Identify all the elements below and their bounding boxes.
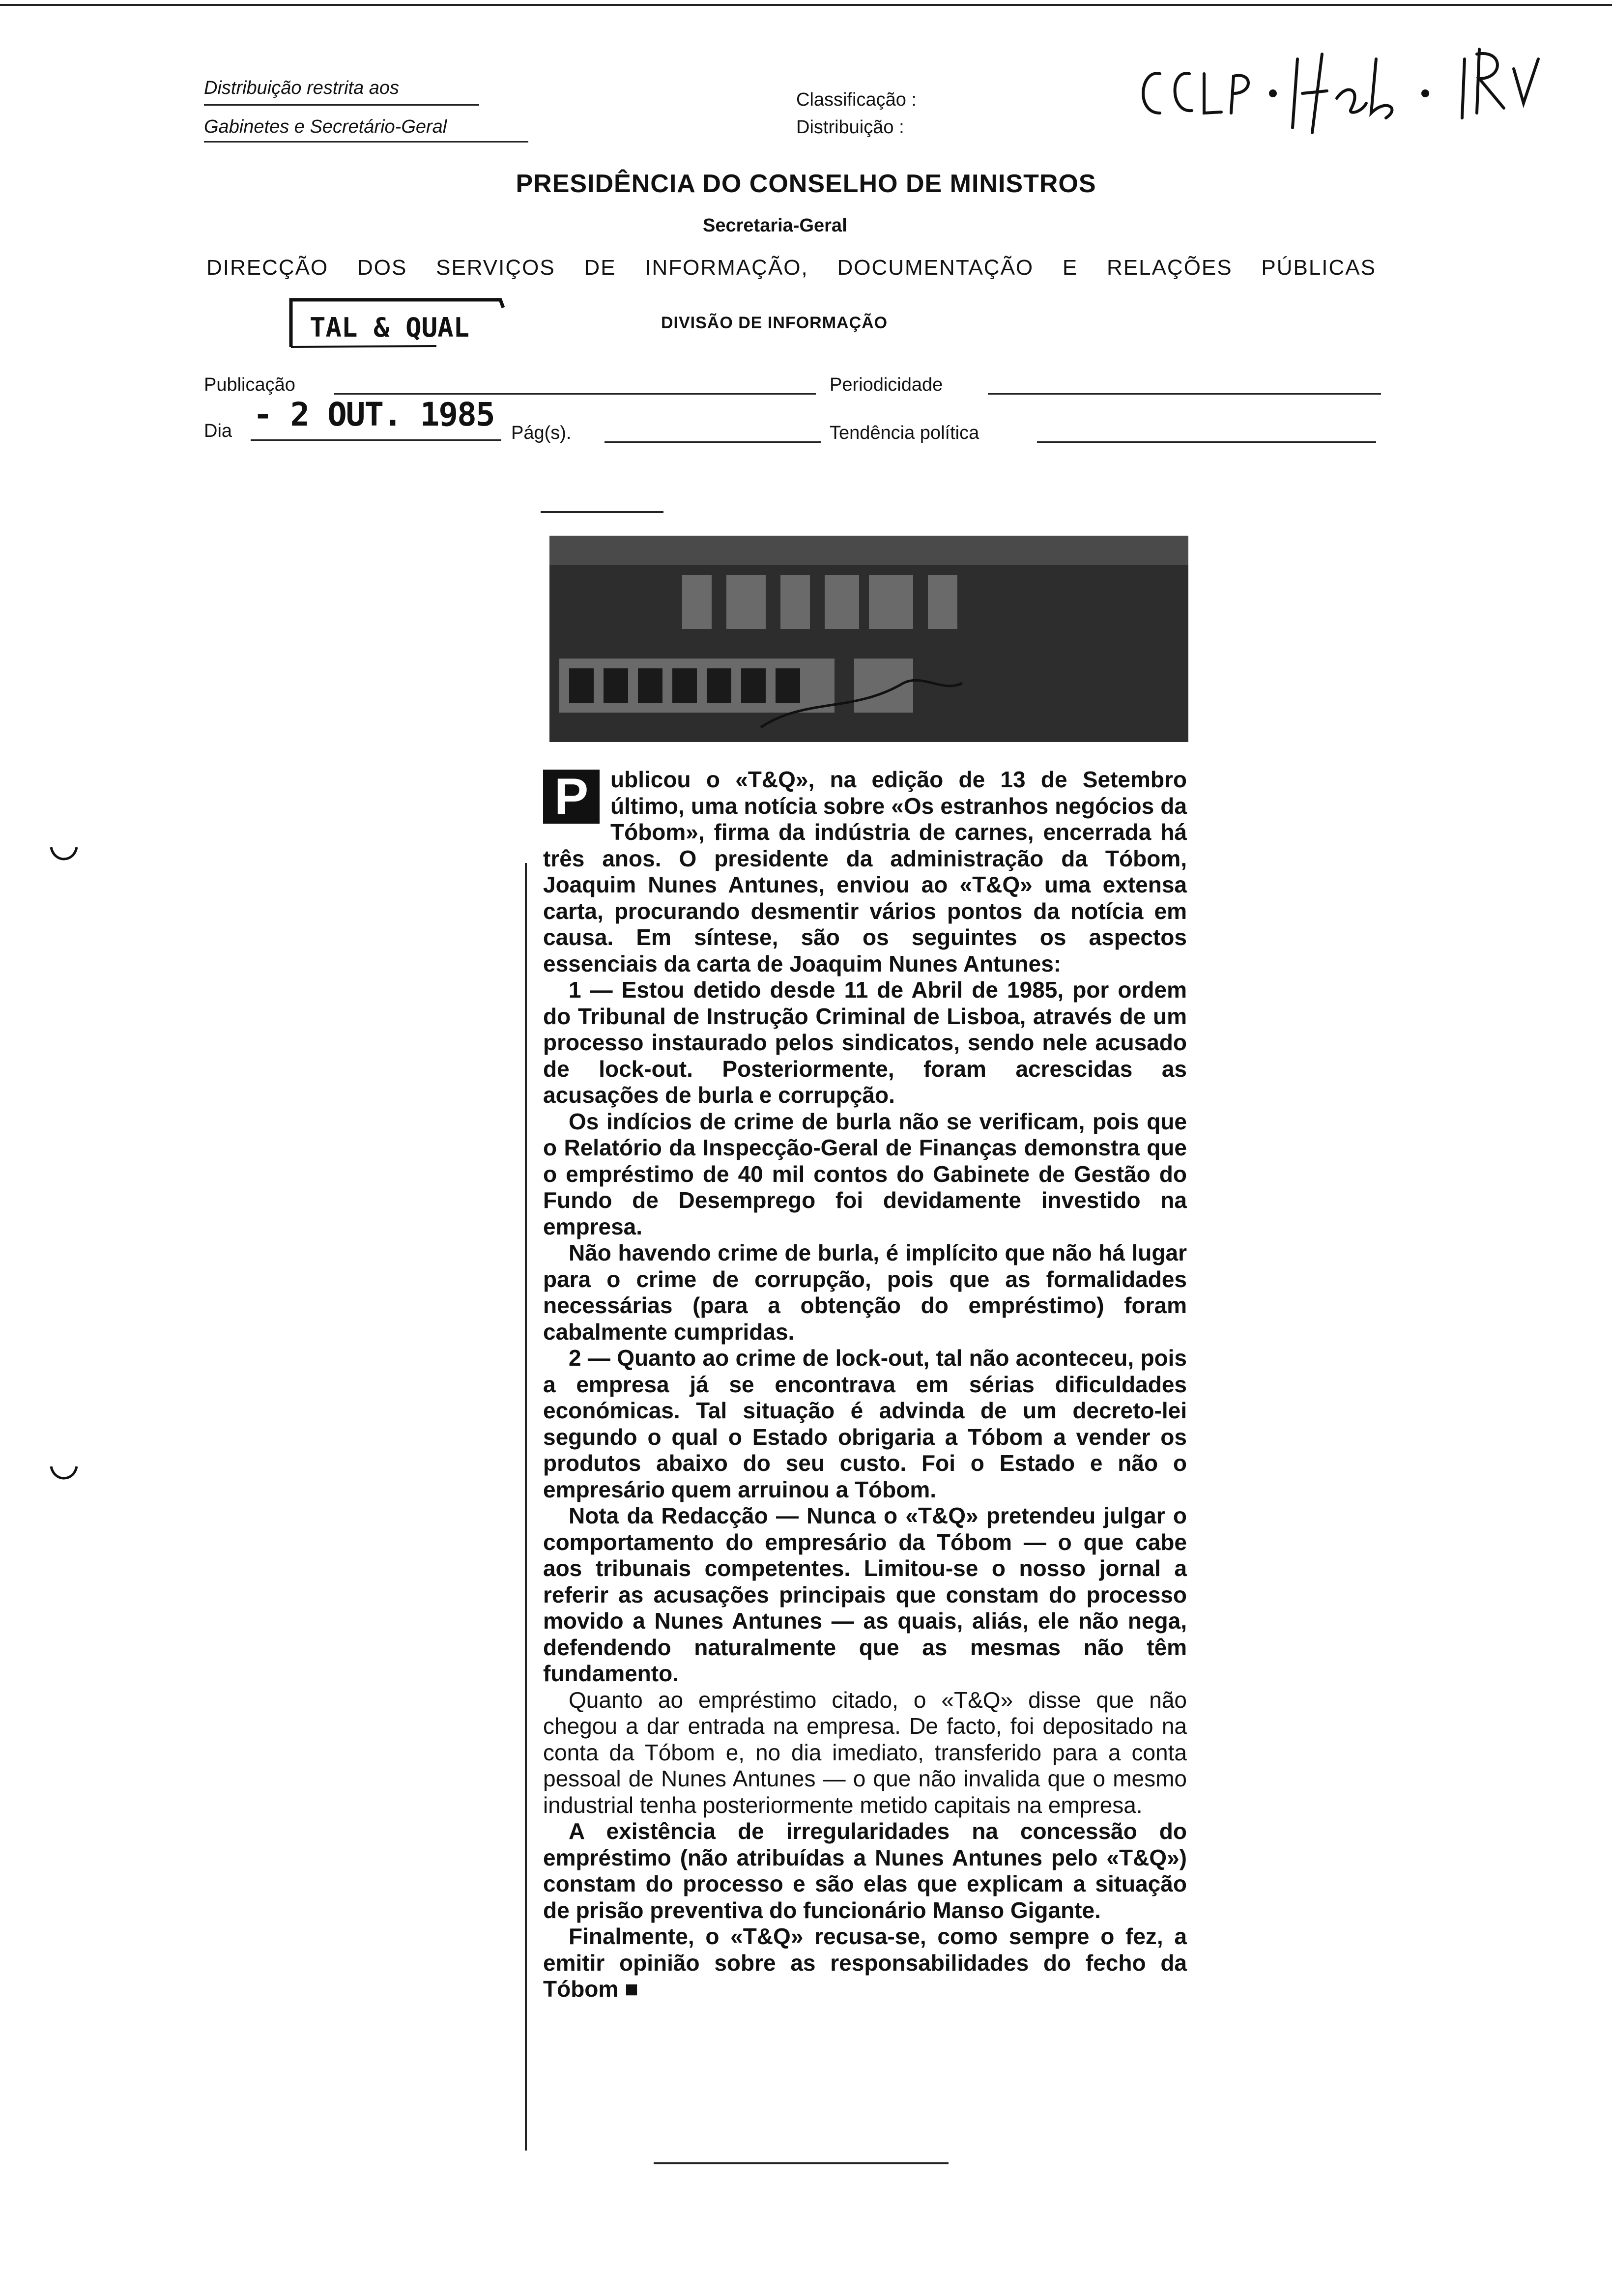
article-paragraph: Nota da Redacção — Nunca o «T&Q» pretendeu julgar o comportamento do empresário da Tóbom — o que cabe aos tribunais competentes. Limitou-se o nosso jornal a referir as acusações principais que constam do processo movido a Nunes Antunes — as quais, aliás, ele não nega, defendendo naturalmente que as mesmas não têm fundamento. (543, 1503, 1187, 1686)
article-paragraph: 1 — Estou detido desde 11 de Abril de 1985, por ordem do Tribunal de Instrução Criminal de Lisboa, através de um processo instaurado pelos sindicatos, sendo nele acusado de lock-out. Posteriormente, foram acrescidas as acusações de burla e corrupção. (543, 977, 1187, 1108)
periodicity-line (988, 393, 1381, 395)
top-border (0, 4, 1612, 6)
article-paragraph: Os indícios de crime de burla não se verificam, pois que o Relatório da Inspecção-Geral de Finanças demonstra que o empréstimo de 40 mil contos do Gabinete de Gestão do Fundo de Desemprego foi devidamente investido na empresa. (543, 1108, 1187, 1239)
drop-cap: P (543, 770, 600, 824)
distribution-label: Distribuição : (796, 117, 904, 138)
clip-left-rule (525, 863, 527, 2151)
pages-label: Pág(s). (511, 423, 572, 443)
day-label: Dia (204, 421, 232, 441)
classification-block (796, 79, 917, 148)
division-title: DIVISÃO DE INFORMAÇÃO (661, 314, 888, 332)
article-paragraph: Finalmente, o «T&Q» recusa-se, como sempre o fez, a emitir opinião sobre as responsabilidades do fecho da Tóbom ■ (543, 1923, 1187, 2002)
article-body (543, 767, 1187, 2003)
directorate-title: DIRECÇÃO DOS SERVIÇOS DE INFORMAÇÃO, DOCUMENTAÇÃO E RELAÇÕES PÚBLICAS (206, 256, 1376, 280)
article-paragraph: A existência de irregularidades na concessão do empréstimo (não atribuídas a Nunes Antunes pelo «T&Q») constam do processo e são elas que explicam a situação de prisão preventiva do funcionário Manso Gigante. (543, 1818, 1187, 1923)
headline-photo (549, 536, 1188, 742)
presidency-title: PRESIDÊNCIA DO CONSELHO DE MINISTROS (516, 170, 1096, 198)
article-paragraph: Quanto ao empréstimo citado, o «T&Q» disse que não chegou a dar entrada na empresa. De facto, foi depositado na conta da Tóbom e, no dia imediato, transferido para a conta pessoal de Nunes Antunes — o que não invalida que o mesmo industrial tenha posteriormente metido capitais na empresa. (543, 1687, 1187, 1818)
clip-top-rule (541, 511, 663, 513)
distribution-note (204, 74, 528, 143)
periodicity-label: Periodicidade (830, 374, 943, 395)
distribution-to: Gabinetes e Secretário-Geral (204, 113, 528, 143)
distribution-restricted: Distribuição restrita aos (204, 74, 479, 106)
secretariat-subtitle: Secretaria-Geral (703, 215, 847, 236)
article-paragraph: P ublicou o «T&Q», na edição de 13 de Setembro último, uma notícia sobre «Os estranhos negócios da Tóbom», firma da indústria de carnes, encerrada há três anos. O presidente da administração da Tóbom, Joaquim Nunes Antunes, enviou ao «T&Q» uma extensa carta, procurando desmentir vários pontos da notícia em causa. Em síntese, são os seguintes os aspectos essenciais da carta de Joaquim Nunes Antunes: (543, 767, 1187, 976)
date-line (251, 439, 501, 441)
article-paragraph: Não havendo crime de burla, é implícito que não há lugar para o crime de corrupção, pois que as formalidades necessárias (para a obtenção do empréstimo) foram cabalmente cumpridas. (543, 1240, 1187, 1345)
article-paragraph: 2 — Quanto ao crime de lock-out, tal não aconteceu, pois a empresa já se encontrava em sérias dificuldades económicas. Tal situação é advinda de um decreto-lei segundo o qual o Estado obrigaria a Tóbom a vender os produtos abaixo do seu custo. Foi o Estado e não o empresário quem arruinou a Tóbom. (543, 1345, 1187, 1502)
clip-bottom-rule (654, 2162, 949, 2164)
publication-stamp: TAL & QUAL (310, 312, 470, 343)
pages-line (604, 441, 821, 443)
date-stamp: - 2 OUT. 1985 (253, 396, 494, 433)
handwritten-annotation (1130, 39, 1602, 152)
classification-label: Classificação : (796, 89, 917, 110)
publication-label: Publicação (204, 374, 295, 395)
political-tendency-label: Tendência política (830, 423, 979, 443)
halftone-headline-image (549, 536, 1188, 742)
punch-hole-mark (49, 845, 79, 865)
political-tendency-line (1037, 441, 1376, 443)
publication-line (334, 393, 816, 395)
punch-hole-mark (49, 1464, 79, 1484)
